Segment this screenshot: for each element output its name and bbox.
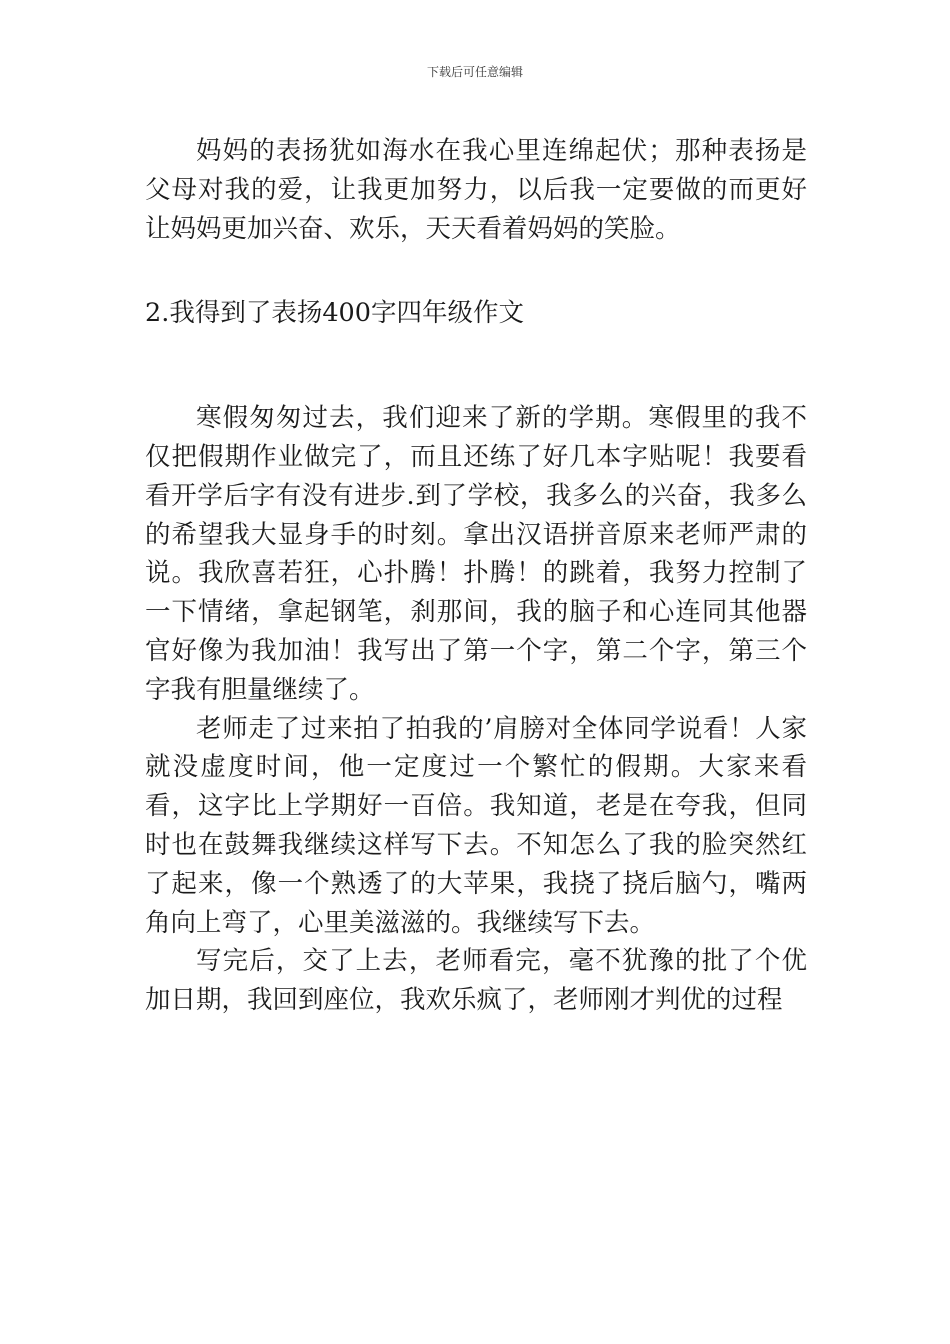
document-body: [145, 132, 807, 1020]
paragraph-new-semester: 寒假匆匆过去，我们迎来了新的学期。寒假里的我不仅把假期作业做完了，而且还练了好几本字贴呢！我要看看开学后字有没有进步.到了学校，我多么的兴奋，我多么的希望我大显身手的时刻。拿出汉语拼音原来老师严肃的说。我欣喜若狂，心扑腾！扑腾！的跳着，我努力控制了一下情绪，拿起钢笔，刹那间，我的脑子和心连同其他器官好像为我加油！我写出了第一个字，第二个字，第三个字我有胆量继续了。: [145, 403, 807, 705]
page-header: 下载后可任意编辑: [426, 65, 523, 79]
paragraph-after-writing: 写完后，交了上去，老师看完，毫不犹豫的批了个优加日期，我回到座位，我欢乐疯了，老师刚才判优的过程: [145, 946, 807, 1016]
essay-heading: 2.我得到了表扬400字四年级作文: [145, 298, 525, 329]
paragraph-praise-from-mother: 妈妈的表扬犹如海水在我心里连绵起伏；那种表扬是父母对我的爱，让我更加努力，以后我一定要做的而更好让妈妈更加兴奋、欢乐，天天看着妈妈的笑脸。: [145, 136, 807, 244]
paragraph-teacher-praise: 老师走了过来拍了拍我的’肩膀对全体同学说看！人家就没虚度时间，他一定度过一个繁忙的假期。大家来看看，这字比上学期好一百倍。我知道，老是在夸我，但同时也在鼓舞我继续这样写下去。不知怎么了我的脸突然红了起来，像一个熟透了的大苹果，我挠了挠后脑勺，嘴两角向上弯了，心里美滋滋的。我继续写下去。: [145, 713, 807, 938]
